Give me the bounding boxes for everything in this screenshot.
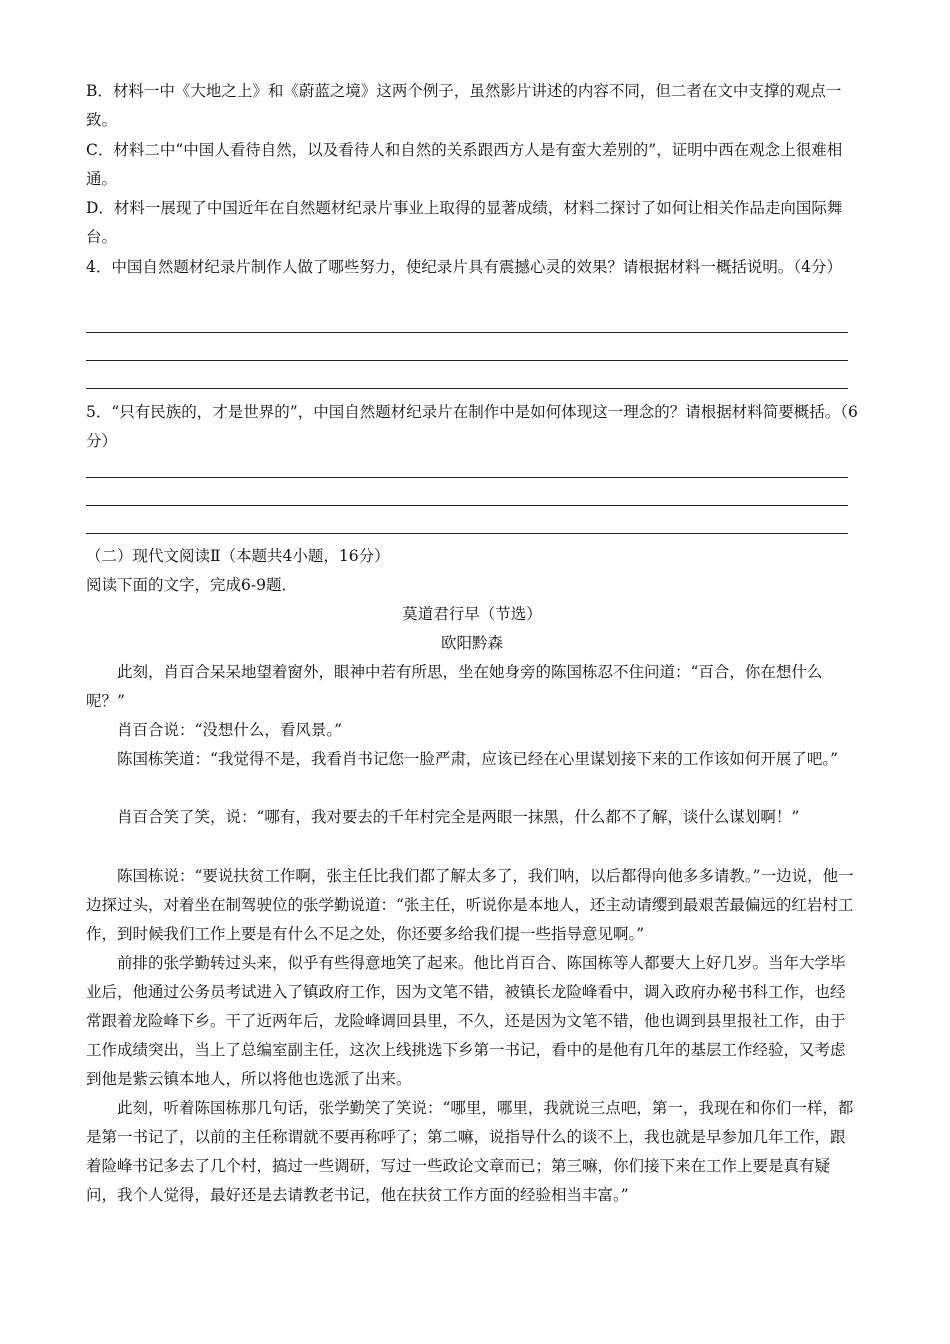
story-paragraph: 陈国栋笑道：“我觉得不是，我看肖书记您一脸严肃，应该已经在心里谋划接下来的工作该如何开展了吧。”: [117, 750, 839, 768]
answer-line[interactable]: [86, 360, 848, 361]
answer-line[interactable]: [86, 477, 848, 478]
section-instruction: 阅读下面的文字，完成6-9题．: [86, 576, 297, 594]
story-paragraph: 此刻，听着陈国栋那几句话，张学勤笑了笑说：“哪里，哪里，我就说三点吧，第一，我现在和你们一样，都是第一书记了，以前的主任称谓就不要再称呼了；第二嘛，说指导什么的谈不上，我也就是早参加几年工作，跟着险峰书记多去了几个村，搞过一些调研，写过一些政论文章而已；第三嘛，你们接下来在工作上要是真有疑问，我个人觉得，最好还是去请教老书记，他在扶贫工作方面的经验相当丰富。”: [86, 1099, 854, 1204]
question-5: 5．“只有民族的，才是世界的”，中国自然题材纪录片在制作中是如何体现这一理念的？请根据材料简要概括。（6分）: [86, 403, 858, 450]
option-b: B．材料一中《大地之上》和《蔚蓝之境》这两个例子，虽然影片讲述的内容不同，但二者在文中支撑的观点一致。: [86, 82, 842, 129]
story-paragraph: 肖百合笑了笑，说：“哪有，我对要去的千年村完全是两眼一抹黑，什么都不了解，谈什么谋划啊！”: [117, 808, 800, 826]
option-d: D．材料一展现了中国近年在自然题材纪录片事业上取得的显著成绩，材料二探讨了如何让相关作品走向国际舞台。: [86, 199, 843, 246]
answer-line[interactable]: [86, 332, 848, 333]
story-paragraph: 陈国栋说：“要说扶贫工作啊，张主任比我们都了解太多了，我们呐，以后都得向他多多请教。”一边说，他一边探过头，对着坐在制驾驶位的张学勤说道：“张主任，听说你是本地人，还主动请缨到最艰苦最偏远的红岩村工作，到时候我们工作上要是有什么不足之处，你还要多给我们提一些指导意见啊。”: [86, 867, 854, 943]
story-paragraph: 此刻，肖百合呆呆地望着窗外，眼神中若有所思，坐在她身旁的陈国栋忍不住问道：“百合，你在想什么呢？”: [86, 663, 823, 710]
section-heading: （二）现代文阅读Ⅱ（本题共4小题，16分）: [86, 547, 390, 565]
answer-line[interactable]: [86, 533, 848, 534]
story-author: 欧阳黔森: [440, 634, 503, 652]
question-4: 4．中国自然题材纪录片制作人做了哪些努力，使纪录片具有震撼心灵的效果？请根据材料一概括说明。（4分）: [86, 258, 842, 276]
option-c: C．材料二中“中国人看待自然，以及看待人和自然的关系跟西方人是有蛮大差别的”，证明中西在观念上很难相通。: [86, 141, 843, 188]
story-paragraph: 前排的张学勤转过头来，似乎有些得意地笑了起来。他比肖百合、陈国栋等人都要大上好几岁。当年大学毕业后，他通过公务员考试进入了镇政府工作，因为文笔不错，被镇长龙险峰看中，调入政府办秘书科工作，也经常跟着龙险峰下乡。干了近两年后，龙险峰调回县里，不久，还是因为文笔不错，他也调到县里报社工作，由于工作成绩突出，当上了总编室副主任，这次上线挑选下乡第一书记，看中的是他有几年的基层工作经验，又考虑到他是紫云镇本地人，所以将他也选派了出来。: [86, 954, 846, 1088]
answer-line[interactable]: [86, 388, 848, 389]
answer-line[interactable]: [86, 505, 848, 506]
story-title: 莫道君行早（节选）: [402, 605, 542, 623]
story-paragraph: 肖百合说：“没想什么，看风景。”: [117, 721, 343, 739]
